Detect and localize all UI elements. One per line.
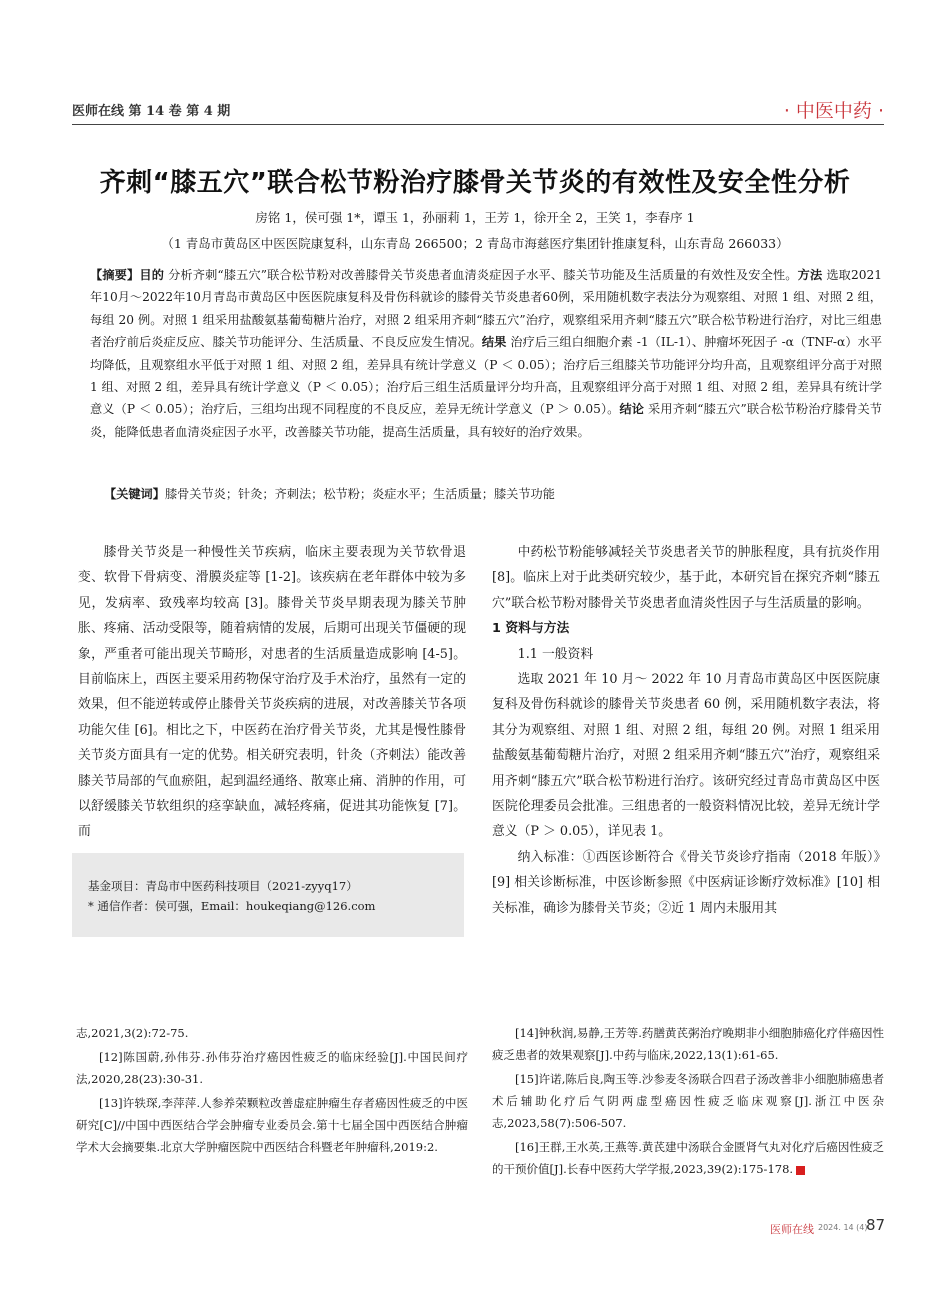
- reference-item: [13]许轶琛,李萍萍.人参养荣颗粒改善虚症肿瘤生存者癌因性疲乏的中医研究[C]//中国中西医结合学会肿瘤专业委员会.第十七届全国中西医结合肿瘤学术大会摘要集.北京大学肿瘤医院中西医结合科暨老年肿瘤科,2019:2.: [76, 1096, 468, 1154]
- objective-text: 分析齐刺“膝五穴”联合松节粉对改善膝骨关节炎患者血清炎症因子水平、膝关节功能及生活质量的有效性及安全性。: [164, 268, 798, 282]
- abstract-label: 【摘要】: [90, 268, 140, 282]
- body-left-column: [78, 540, 466, 845]
- results-label: 结果: [481, 335, 507, 350]
- section-heading: 1 资料与方法: [492, 621, 570, 637]
- section-header: · 中医中药 ·: [783, 100, 884, 122]
- reference-item: [492, 1136, 884, 1180]
- intro-paragraph-cont: 中药松节粉能够减轻关节炎患者关节的肿胀程度，具有抗炎作用 [8]。临床上对于此类研究较少，基于此，本研究旨在探究齐刺“膝五穴”联合松节粉对膝骨关节炎患者血清炎性因子与生活质量的影响。: [492, 545, 880, 611]
- keywords-label: 【关键词】: [104, 487, 165, 501]
- issue-date: 2024. 14 (4): [818, 1223, 868, 1232]
- reference-item: [14]钟秋润,易静,王芳等.药膳黄芪粥治疗晚期非小细胞肺癌化疗伴癌因性疲乏患者的效果观察[J].中药与临床,2022,13(1):61-65.: [492, 1026, 884, 1062]
- journal-header: 医师在线 第 14 卷 第 4 期: [72, 104, 231, 119]
- objective-label: 目的: [139, 268, 165, 282]
- fund-info: [88, 876, 458, 916]
- article-end-mark-icon: [796, 1166, 805, 1175]
- affiliations: （1 青岛市黄岛区中医医院康复科，山东青岛 266500；2 青岛市海慈医疗集团针推康复科，山东青岛 266033）: [161, 236, 789, 251]
- reference-item-text: [16]王群,王水英,王燕等.黄芪建中汤联合金匮肾气丸对化疗后癌因性疲乏的干预价值[J].长春中医药大学学报,2023,39(2):175-178.: [492, 1140, 884, 1176]
- reference-item: [12]陈国蔚,孙伟芬.孙伟芬治疗癌因性疲乏的临床经验[J].中国民间疗法,2020,28(23):30-31.: [76, 1050, 468, 1086]
- inclusion-criteria-paragraph: 纳入标准：①西医诊断符合《骨关节炎诊疗指南（2018 年版）》[9] 相关诊断标准，中医诊断参照《中医病证诊断疗效标准》[10] 相关标准，确诊为膝骨关节炎；②近 1 周内未服用其: [492, 849, 880, 916]
- header-divider: [72, 124, 884, 125]
- abstract: [90, 264, 882, 443]
- reference-item: [15]许诺,陈后良,陶玉等.沙参麦冬汤联合四君子汤改善非小细胞肺癌患者术后辅助化疗后气阴两虚型癌因性疲乏临床观察[J].浙江中医杂志,2023,58(7):506-507.: [492, 1072, 884, 1130]
- general-data-paragraph: 选取 2021 年 10 月～ 2022 年 10 月青岛市黄岛区中医医院康复科及骨伤科就诊的膝骨关节炎患者 60 例，采用随机数字表法，将其分为观察组、对照 1 组、对照 2 组，每组 20 例。对照 1 组采用盐酸氨基葡萄糖片治疗，对照 2 组采用齐刺“膝五穴”治疗，观察组采用齐刺“膝五穴”联合松节粉进行治疗。该研究经过青岛市黄岛区中医医院伦理委员会批准。三组患者的一般资料情况比较，差异无统计学意义（P ＞ 0.05），详见表 1。: [492, 672, 880, 840]
- results-text: 治疗后三组白细胞介素 -1（IL-1）、肿瘤坏死因子 -α（TNF-α）水平均降低，且观察组水平低于对照 1 组、对照 2 组，差异具有统计学意义（P ＜ 0.05）；治疗后三组膝关节功能评分均升高，且观察组评分高于对照 1 组、对照 2 组，差异具有统计学意义（P ＜ 0.05）；治疗后三组生活质量评分均升高，且观察组评分高于对照 1 组、对照 2 组，差异具有统计学意义（P ＜ 0.05）；治疗后，三组均出现不同程度的不良反应，差异无统计学意义（P ＞ 0.05）。: [90, 335, 883, 417]
- conclusion-text: 采用齐刺“膝五穴”联合松节粉治疗膝骨关节炎，能降低患者血清炎症因子水平，改善膝关节功能，提高生活质量，具有较好的治疗效果。: [90, 402, 882, 439]
- journal-logo: 医师在线: [770, 1223, 814, 1236]
- fund-text: 基金项目：青岛市中医药科技项目（2021-zyyq17）: [88, 879, 358, 893]
- subsection-heading: 1.1 一般资料: [517, 646, 594, 662]
- conclusion-label: 结论: [619, 402, 645, 417]
- article-title: 齐刺“膝五穴”联合松节粉治疗膝骨关节炎的有效性及安全性分析: [99, 168, 851, 198]
- body-right-column: [492, 540, 880, 921]
- keywords: [104, 484, 884, 504]
- references-left: [76, 1022, 468, 1160]
- references-right: [492, 1022, 884, 1182]
- corresponding-author: * 通信作者：侯可强，Email：houkeqiang@126.com: [88, 899, 376, 913]
- reference-item: 志,2021,3(2):72-75.: [76, 1026, 189, 1040]
- page-number: 87: [866, 1216, 886, 1234]
- methods-text: 选取2021年10月～2022年10月青岛市黄岛区中医医院康复科及骨伤科就诊的膝骨关节炎患者60例，采用随机数字表法分为观察组、对照 1 组、对照 2 组，每组 20 例。对照 1 组采用盐酸氨基葡萄糖片治疗，对照 2 组采用齐刺“膝五穴”治疗，观察组采用齐刺“膝五穴”联合松节粉进行治疗，对比三组患者治疗前后炎症反应、膝关节功能评分、生活质量、不良反应发生情况。: [90, 268, 883, 350]
- author-list: 房铭 1，侯可强 1*，谭玉 1，孙丽莉 1，王芳 1，徐开全 2，王笑 1，李春序 1: [255, 210, 695, 225]
- intro-paragraph: 膝骨关节炎是一种慢性关节疾病，临床主要表现为关节软骨退变、软骨下骨病变、滑膜炎症等 [1-2]。该疾病在老年群体中较为多见，发病率、致残率均较高 [3]。膝骨关节炎早期表现为膝关节肿胀、疼痛、活动受限等，随着病情的发展，后期可出现关节僵硬的现象，严重者可能出现关节畸形，对患者的生活质量造成影响 [4-5]。目前临床上，西医主要采用药物保守治疗及手术治疗，虽然有一定的效果，但不能逆转或停止膝骨关节炎疾病的进展，对改善膝关节各项功能欠佳 [6]。相比之下，中医药在治疗骨关节炎，尤其是慢性膝骨关节炎方面具有一定的优势。相关研究表明，针灸（齐刺法）能改善膝关节局部的气血瘀阻，起到温经通络、散寒止痛、消肿的作用，可以舒缓膝关节软组织的痉挛缺血，减轻疼痛，促进其功能恢复 [7]。而: [78, 545, 466, 840]
- keywords-text: 膝骨关节炎；针灸；齐刺法；松节粉；炎症水平；生活质量；膝关节功能: [164, 487, 555, 501]
- methods-label: 方法: [797, 268, 823, 282]
